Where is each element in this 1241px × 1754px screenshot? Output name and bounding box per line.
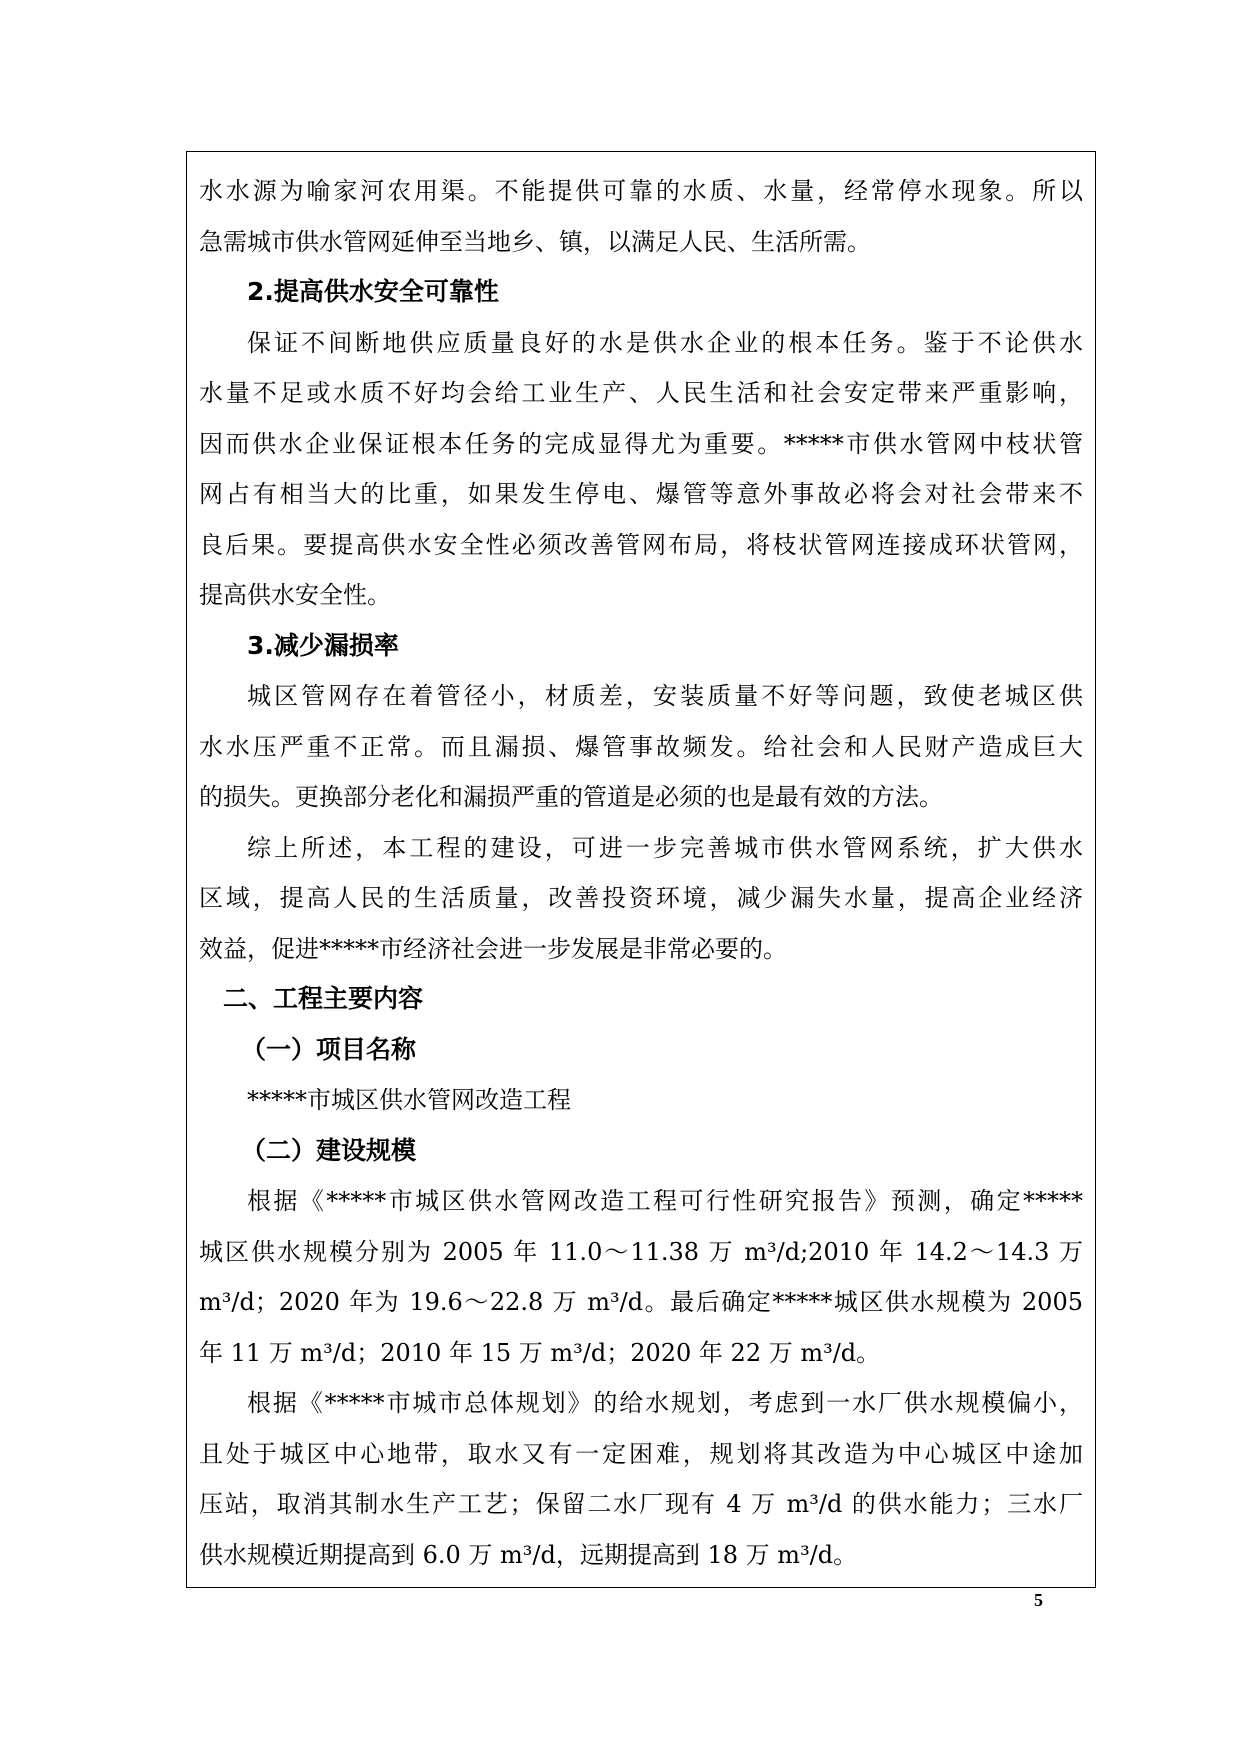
body-line: 且处于城区中心地带，取水又有一定困难，规划将其改造为中心城区中途加 bbox=[199, 1439, 1083, 1468]
body-line: 供水规模近期提高到 6.0 万 m³/d，远期提高到 18 万 m³/d。 bbox=[199, 1540, 858, 1569]
body-line: 区域，提高人民的生活质量，改善投资环境，减少漏失水量，提高企业经济 bbox=[199, 884, 1083, 912]
body-line: 根据《*****市城市总体规划》的给水规划，考虑到一水厂供水规模偏小， bbox=[247, 1389, 1083, 1417]
body-line: （二）建设规模 bbox=[241, 1135, 417, 1165]
body-line: 年 11 万 m³/d；2010 年 15 万 m³/d；2020 年 22 万 m³/d。 bbox=[199, 1338, 881, 1367]
body-line: 2.提高供水安全可靠性 bbox=[247, 277, 499, 306]
body-line: 综上所述，本工程的建设，可进一步完善城市供水管网系统，扩大供水 bbox=[247, 833, 1083, 862]
body-line: 网占有相当大的比重，如果发生停电、爆管等意外事故必将会对社会带来不 bbox=[199, 480, 1083, 508]
body-line: 3.减少漏损率 bbox=[247, 630, 399, 660]
body-line: 水水源为喻家河农用渠。不能提供可靠的水质、水量，经常停水现象。所以 bbox=[199, 177, 1083, 205]
body-line: 根据《*****市城区供水管网改造工程可行性研究报告》预测，确定***** bbox=[247, 1187, 1083, 1215]
body-line: 二、工程主要内容 bbox=[223, 984, 424, 1013]
body-line: 因而供水企业保证根本任务的完成显得尤为重要。*****市供水管网中枝状管 bbox=[199, 429, 1083, 458]
body-line: 良后果。要提高供水安全性必须改善管网布局，将枝状管网连接成环状管网， bbox=[199, 530, 1083, 559]
body-line: *****市城区供水管网改造工程 bbox=[247, 1086, 571, 1114]
document-body bbox=[199, 166, 1083, 1588]
body-line: 城区管网存在着管径小，材质差，安装质量不好等问题，致使老城区供 bbox=[247, 682, 1083, 710]
body-line: 城区供水规模分别为 2005 年 11.0～11.38 万 m³/d;2010 年 14.2～14.3 万 bbox=[199, 1237, 1083, 1266]
document-frame bbox=[186, 151, 1096, 1588]
body-line: 压站，取消其制水生产工艺；保留二水厂现有 4 万 m³/d 的供水能力；三水厂 bbox=[199, 1490, 1083, 1518]
body-line: 水水压严重不正常。而且漏损、爆管事故频发。给社会和人民财产造成巨大 bbox=[199, 732, 1083, 761]
body-line bbox=[199, 1580, 1083, 1588]
body-line: 水量不足或水质不好均会给工业生产、人民生活和社会安定带来严重影响， bbox=[199, 379, 1083, 407]
body-line: 提高供水安全性。 bbox=[199, 581, 391, 609]
body-line: m³/d；2020 年为 19.6～22.8 万 m³/d。最后确定*****城区供水规模为 2005 bbox=[199, 1288, 1083, 1316]
body-line: 急需城市供水管网延伸至当地乡、镇，以满足人民、生活所需。 bbox=[199, 227, 871, 256]
body-line: 的损失。更换部分老化和漏损严重的管道是必须的也是最有效的方法。 bbox=[199, 783, 943, 811]
body-line: （一）项目名称 bbox=[241, 1034, 417, 1064]
body-line: 保证不间断地供应质量良好的水是供水企业的根本任务。鉴于不论供水 bbox=[247, 328, 1083, 357]
page-number: 5 bbox=[1034, 1590, 1043, 1610]
body-line: 效益，促进*****市经济社会进一步发展是非常必要的。 bbox=[199, 934, 787, 963]
